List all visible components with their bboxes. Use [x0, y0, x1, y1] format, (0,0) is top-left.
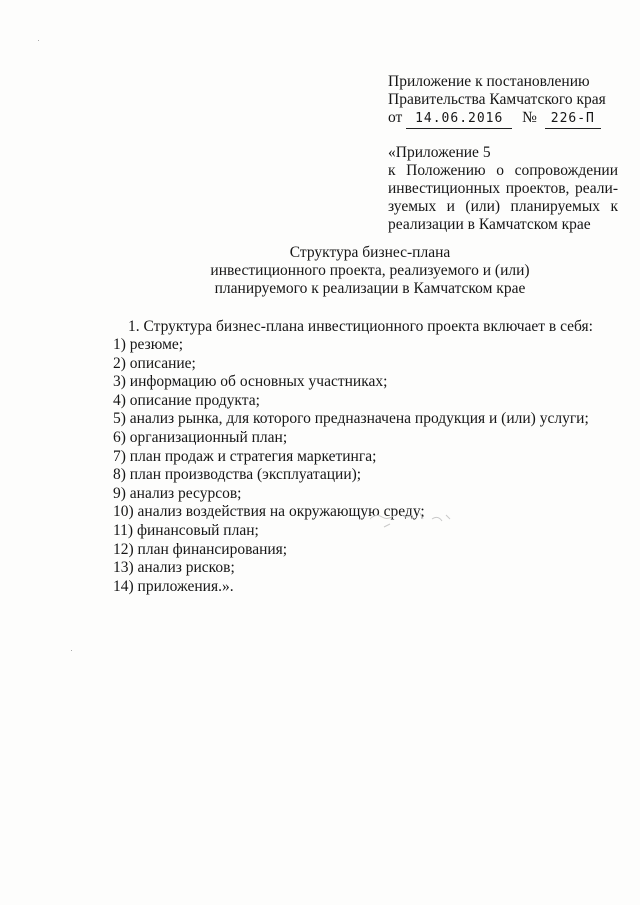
title-line-3: планируемого к реализации в Камчатском крае: [214, 280, 526, 297]
from-label: от: [388, 109, 403, 126]
list-item: 10) анализ воздействия на окружающую среду;: [113, 503, 425, 521]
attachment-line-2: Правительства Камчатского края: [388, 91, 606, 108]
list-item: 6) организационный план;: [113, 428, 288, 446]
title-line-2: инвестиционного проекта, реализуемого и (или): [210, 262, 530, 279]
annex-line-4: зуемых и (или) планируемых к: [388, 198, 618, 215]
list-item: 12) план финансирования;: [113, 540, 288, 558]
annex-line-5: реализации в Камчатском крае: [388, 216, 591, 233]
body-intro: 1. Структура бизнес-плана инвестиционного проекта включает в себя:: [128, 318, 593, 335]
title-line-1: Структура бизнес-плана: [289, 244, 451, 261]
list-item: 4) описание продукта;: [113, 391, 260, 409]
faint-stamp-mark: [362, 505, 462, 535]
annex-header: [388, 144, 618, 234]
list-item: 13) анализ рисков;: [113, 559, 235, 577]
attachment-date-line: [388, 109, 618, 129]
handwritten-date: 14.06.2016: [406, 110, 512, 129]
number-sign: №: [522, 109, 537, 126]
list-item: 1) резюме;: [113, 336, 184, 353]
list-item: 2) описание;: [113, 354, 196, 372]
handwritten-number: 226-П: [545, 110, 601, 129]
list-item: 7) план продаж и стратегия маркетинга;: [113, 447, 377, 465]
annex-line-3: инвестиционных проектов, реали-: [388, 180, 618, 197]
document-title: [140, 244, 600, 298]
annex-line-2: к Положению о сопровождении: [388, 162, 618, 179]
scan-speck: [38, 40, 39, 41]
list-item: 8) план производства (эксплуатации);: [113, 466, 362, 484]
structure-list: [113, 336, 589, 596]
list-item: 14) приложения.».: [113, 577, 234, 595]
attachment-line-1: Приложение к постановлению: [388, 73, 590, 90]
annex-line-1: «Приложение 5: [388, 144, 491, 161]
attachment-header: [388, 73, 618, 129]
list-item: 9) анализ ресурсов;: [113, 484, 242, 502]
list-item: 11) финансовый план;: [113, 521, 259, 539]
list-item: 3) информацию об основных участниках;: [113, 373, 388, 391]
list-item: 5) анализ рынка, для которого предназначена продукция и (или) услуги;: [113, 410, 589, 428]
scan-speck: [71, 650, 72, 651]
